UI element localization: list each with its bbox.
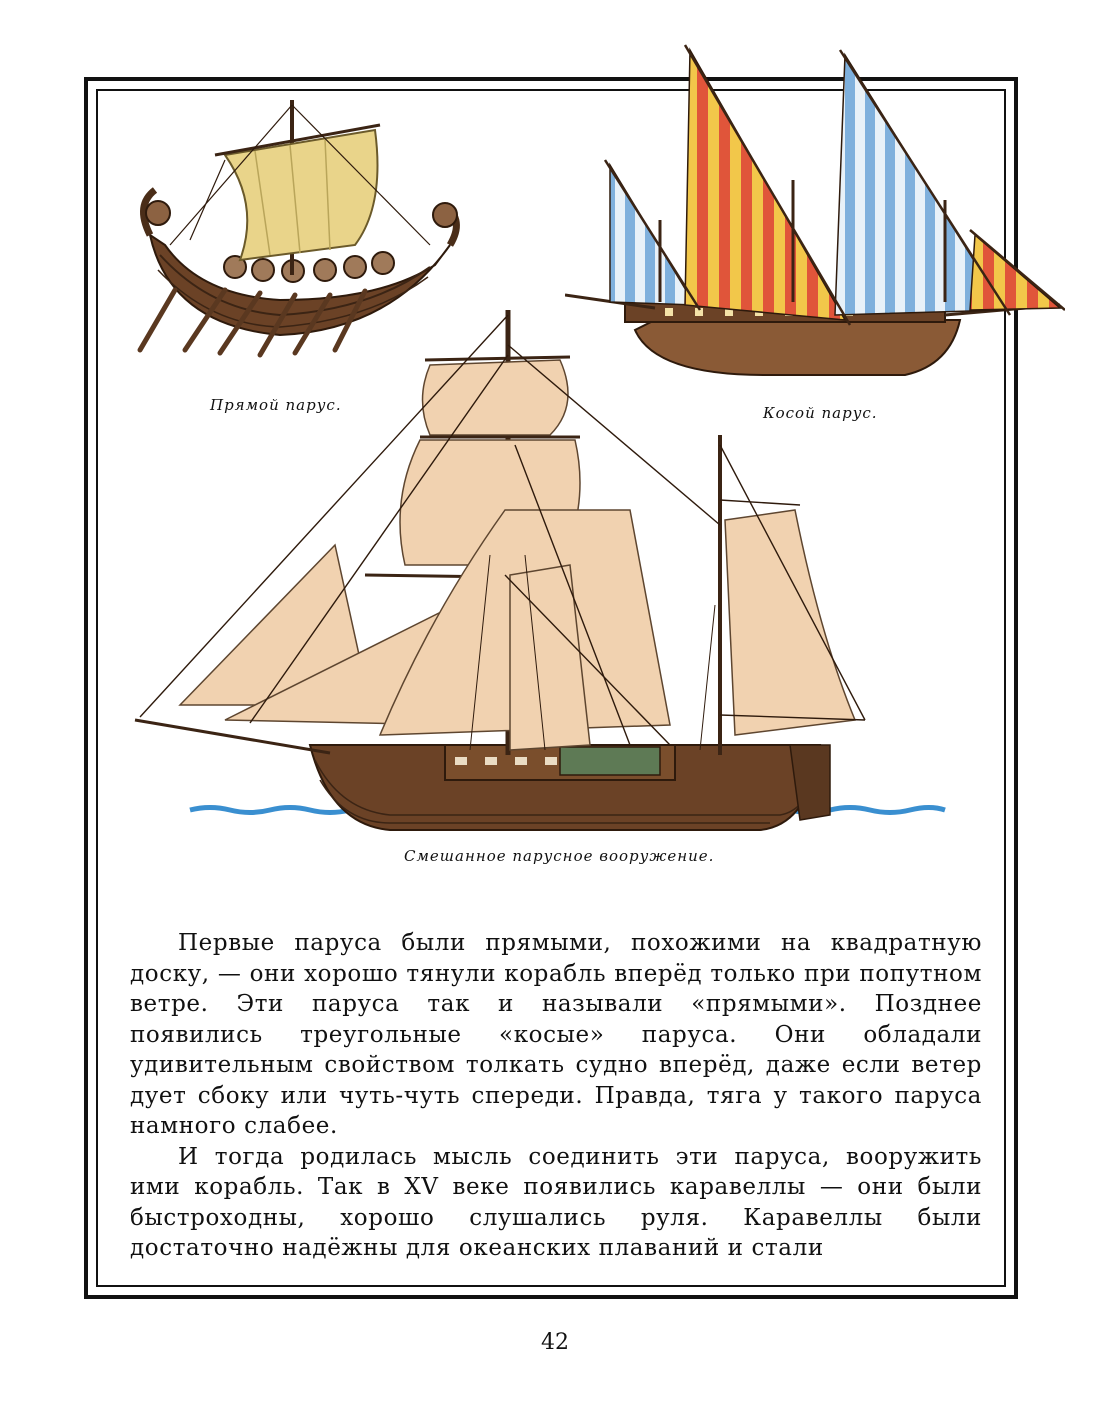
page-number: 42 [541,1330,569,1355]
caption-mixed-rig: Смешанное парусное вооружение. [404,847,715,865]
paragraph-1: Первые паруса были прямыми, похожими на квадратную доску, — они хорошо тянули корабль вперёд только при попутном ветре. Эти паруса так и называли «прямыми». Позднее появились треугольные «косые» паруса. Они обладали удивительным свойством толкать судно вперёд, даже если ветер дует сбоку или чуть-чуть спереди. Правда, тяга у такого паруса намного слабее. [130,930,982,1139]
caption-square-sail: Прямой парус. [210,396,342,414]
body-text [130,928,982,1264]
paragraph-2: И тогда родилась мысль соединить эти паруса, вооружить ими корабль. Так в XV веке появились каравеллы — они были быстроходны, хорошо слушались руля. Каравеллы были достаточно надёжны для океанских плаваний и стали [130,1143,982,1261]
caption-lateen-sail: Косой парус. [763,404,878,422]
mixed-rig-ship-illustration [130,305,955,840]
